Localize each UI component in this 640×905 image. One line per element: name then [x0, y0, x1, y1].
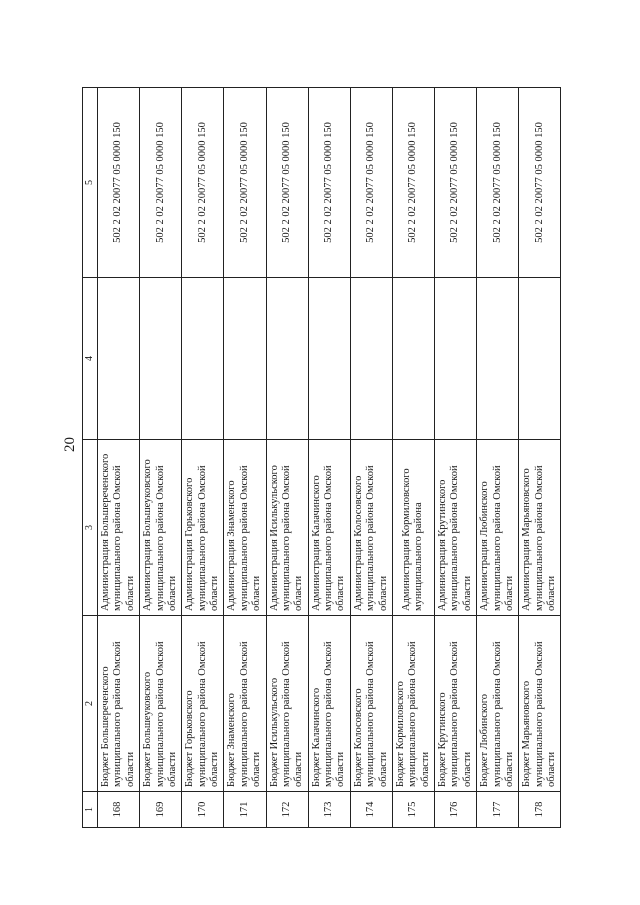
- classification-code-cell: 502 2 02 20077 05 0000 150: [140, 88, 182, 278]
- administrator-cell: Администрация Исилькульского муниципального района Омской области: [266, 440, 308, 616]
- classification-code-cell: 502 2 02 20077 05 0000 150: [98, 88, 140, 278]
- header-cell: 4: [83, 278, 98, 440]
- column-4-cell: [140, 278, 182, 440]
- column-4-cell: [224, 278, 266, 440]
- column-4-cell: [308, 278, 350, 440]
- budget-name-cell: Бюджет Кормиловского муниципального района Омской области: [392, 616, 434, 792]
- classification-code-cell: 502 2 02 20077 05 0000 150: [182, 88, 224, 278]
- table-row: [350, 88, 392, 828]
- budget-name-cell: Бюджет Крутинского муниципального района Омской области: [435, 616, 477, 792]
- budget-table: [82, 87, 561, 828]
- row-number: 174: [350, 792, 392, 828]
- budget-name-cell: Бюджет Колосовского муниципального района Омской области: [350, 616, 392, 792]
- administrator-cell: Администрация Марьяновского муниципального района Омской области: [519, 440, 561, 616]
- table-row: [392, 88, 434, 828]
- column-4-cell: [435, 278, 477, 440]
- budget-name-cell: Бюджет Калачинского муниципального района Омской области: [308, 616, 350, 792]
- budget-name-cell: Бюджет Исилькульского муниципального района Омской области: [266, 616, 308, 792]
- header-cell: 2: [83, 616, 98, 792]
- classification-code-cell: 502 2 02 20077 05 0000 150: [519, 88, 561, 278]
- column-4-cell: [266, 278, 308, 440]
- row-number: 171: [224, 792, 266, 828]
- administrator-cell: Администрация Большеуковского муниципального района Омской области: [140, 440, 182, 616]
- column-4-cell: [477, 278, 519, 440]
- budget-name-cell: Бюджет Большеуковского муниципального района Омской области: [140, 616, 182, 792]
- column-4-cell: [392, 278, 434, 440]
- column-4-cell: [519, 278, 561, 440]
- column-4-cell: [98, 278, 140, 440]
- table-row: [224, 88, 266, 828]
- header-cell: 5: [83, 88, 98, 278]
- table-row: [182, 88, 224, 828]
- classification-code-cell: 502 2 02 20077 05 0000 150: [266, 88, 308, 278]
- row-number: 177: [477, 792, 519, 828]
- classification-code-cell: 502 2 02 20077 05 0000 150: [392, 88, 434, 278]
- classification-code-cell: 502 2 02 20077 05 0000 150: [477, 88, 519, 278]
- table-row: [308, 88, 350, 828]
- table-row: [98, 88, 140, 828]
- row-number: 170: [182, 792, 224, 828]
- administrator-cell: Администрация Большереченского муниципального района Омской области: [98, 440, 140, 616]
- administrator-cell: Администрация Колосовского муниципального района Омской области: [350, 440, 392, 616]
- table-row: [140, 88, 182, 828]
- row-number: 175: [392, 792, 434, 828]
- table-row: [435, 88, 477, 828]
- budget-name-cell: Бюджет Горьковского муниципального района Омской области: [182, 616, 224, 792]
- row-number: 178: [519, 792, 561, 828]
- rotated-table-container: [82, 88, 557, 828]
- administrator-cell: Администрация Кормиловского муниципального района: [392, 440, 434, 616]
- administrator-cell: Администрация Горьковского муниципального района Омской области: [182, 440, 224, 616]
- row-number: 176: [435, 792, 477, 828]
- classification-code-cell: 502 2 02 20077 05 0000 150: [435, 88, 477, 278]
- budget-name-cell: Бюджет Знаменского муниципального района Омской области: [224, 616, 266, 792]
- budget-name-cell: Бюджет Марьяновского муниципального района Омской области: [519, 616, 561, 792]
- table-row: [266, 88, 308, 828]
- row-number: 168: [98, 792, 140, 828]
- administrator-cell: Администрация Крутинского муниципального района Омской области: [435, 440, 477, 616]
- page-number: 20: [62, 437, 78, 452]
- row-number: 169: [140, 792, 182, 828]
- classification-code-cell: 502 2 02 20077 05 0000 150: [350, 88, 392, 278]
- budget-name-cell: Бюджет Большереченского муниципального района Омской области: [98, 616, 140, 792]
- column-4-cell: [182, 278, 224, 440]
- header-row: [83, 88, 98, 828]
- administrator-cell: Администрация Любинского муниципального района Омской области: [477, 440, 519, 616]
- row-number: 173: [308, 792, 350, 828]
- header-cell: 3: [83, 440, 98, 616]
- administrator-cell: Администрация Знаменского муниципального района Омской области: [224, 440, 266, 616]
- classification-code-cell: 502 2 02 20077 05 0000 150: [224, 88, 266, 278]
- table-row: [519, 88, 561, 828]
- header-cell: 1: [83, 792, 98, 828]
- administrator-cell: Администрация Калачинского муниципального района Омской области: [308, 440, 350, 616]
- row-number: 172: [266, 792, 308, 828]
- budget-name-cell: Бюджет Любинского муниципального района Омской области: [477, 616, 519, 792]
- table-row: [477, 88, 519, 828]
- column-4-cell: [350, 278, 392, 440]
- classification-code-cell: 502 2 02 20077 05 0000 150: [308, 88, 350, 278]
